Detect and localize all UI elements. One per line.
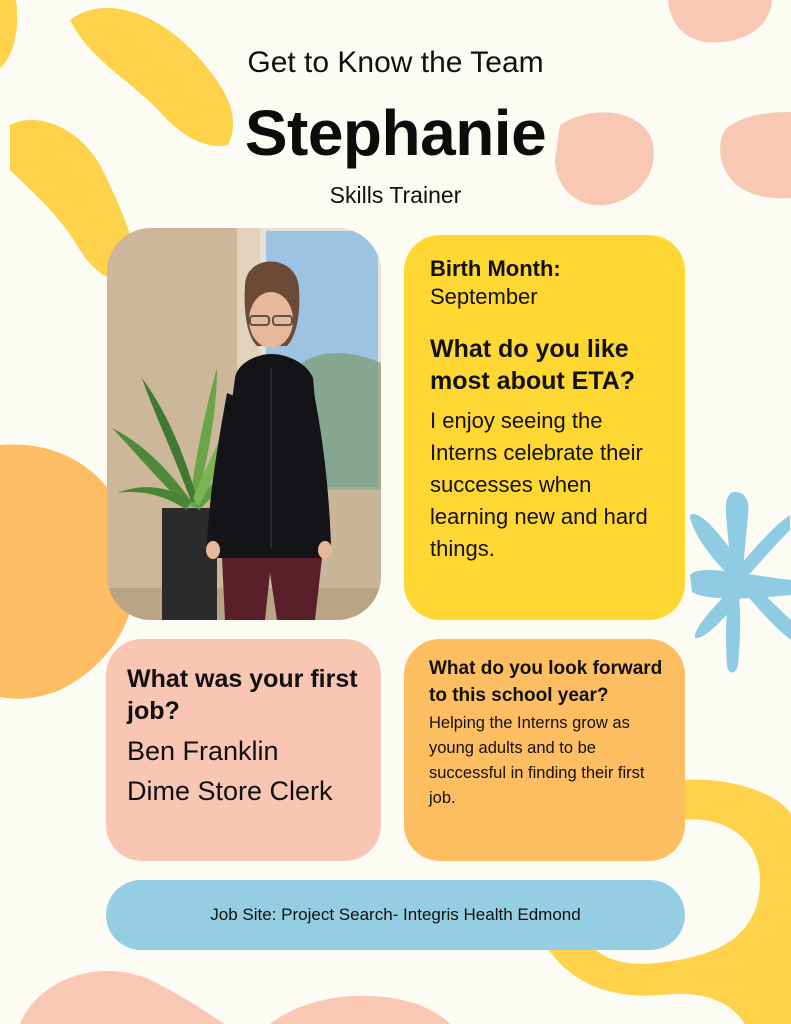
first-job-card [106, 639, 381, 861]
birth-month-label: Birth Month: [430, 256, 561, 281]
first-job-answer-line2: Dime Store Clerk [127, 776, 333, 806]
school-year-card [404, 639, 685, 861]
pink-stroke-bottom-2 [270, 996, 450, 1024]
page-kicker: Get to Know the Team [247, 46, 544, 79]
eta-question: What do you like most about ETA? [430, 335, 636, 395]
birth-eta-card [404, 235, 685, 620]
blue-asterisk [690, 492, 791, 673]
job-site-text: Job Site: Project Search- Integris Health Edmond [210, 905, 581, 924]
school-year-answer: Helping the Interns grow as young adults and to be successful in finding their first job. [429, 714, 645, 807]
profile-photo [107, 228, 381, 620]
school-year-question: What do you look forward to this school year? [429, 658, 663, 706]
page-title: Stephanie [244, 97, 547, 169]
birth-month-value: September [430, 284, 538, 309]
eta-answer: I enjoy seeing the Interns celebrate their successes when learning new and hard things. [430, 408, 648, 561]
pink-stroke-bottom [20, 971, 225, 1024]
job-site-banner [106, 880, 685, 950]
first-job-question: What was your first job? [127, 665, 358, 725]
first-job-answer-line1: Ben Franklin [127, 736, 279, 766]
job-role: Skills Trainer [329, 182, 462, 208]
pink-blob-top-right [668, 0, 772, 42]
